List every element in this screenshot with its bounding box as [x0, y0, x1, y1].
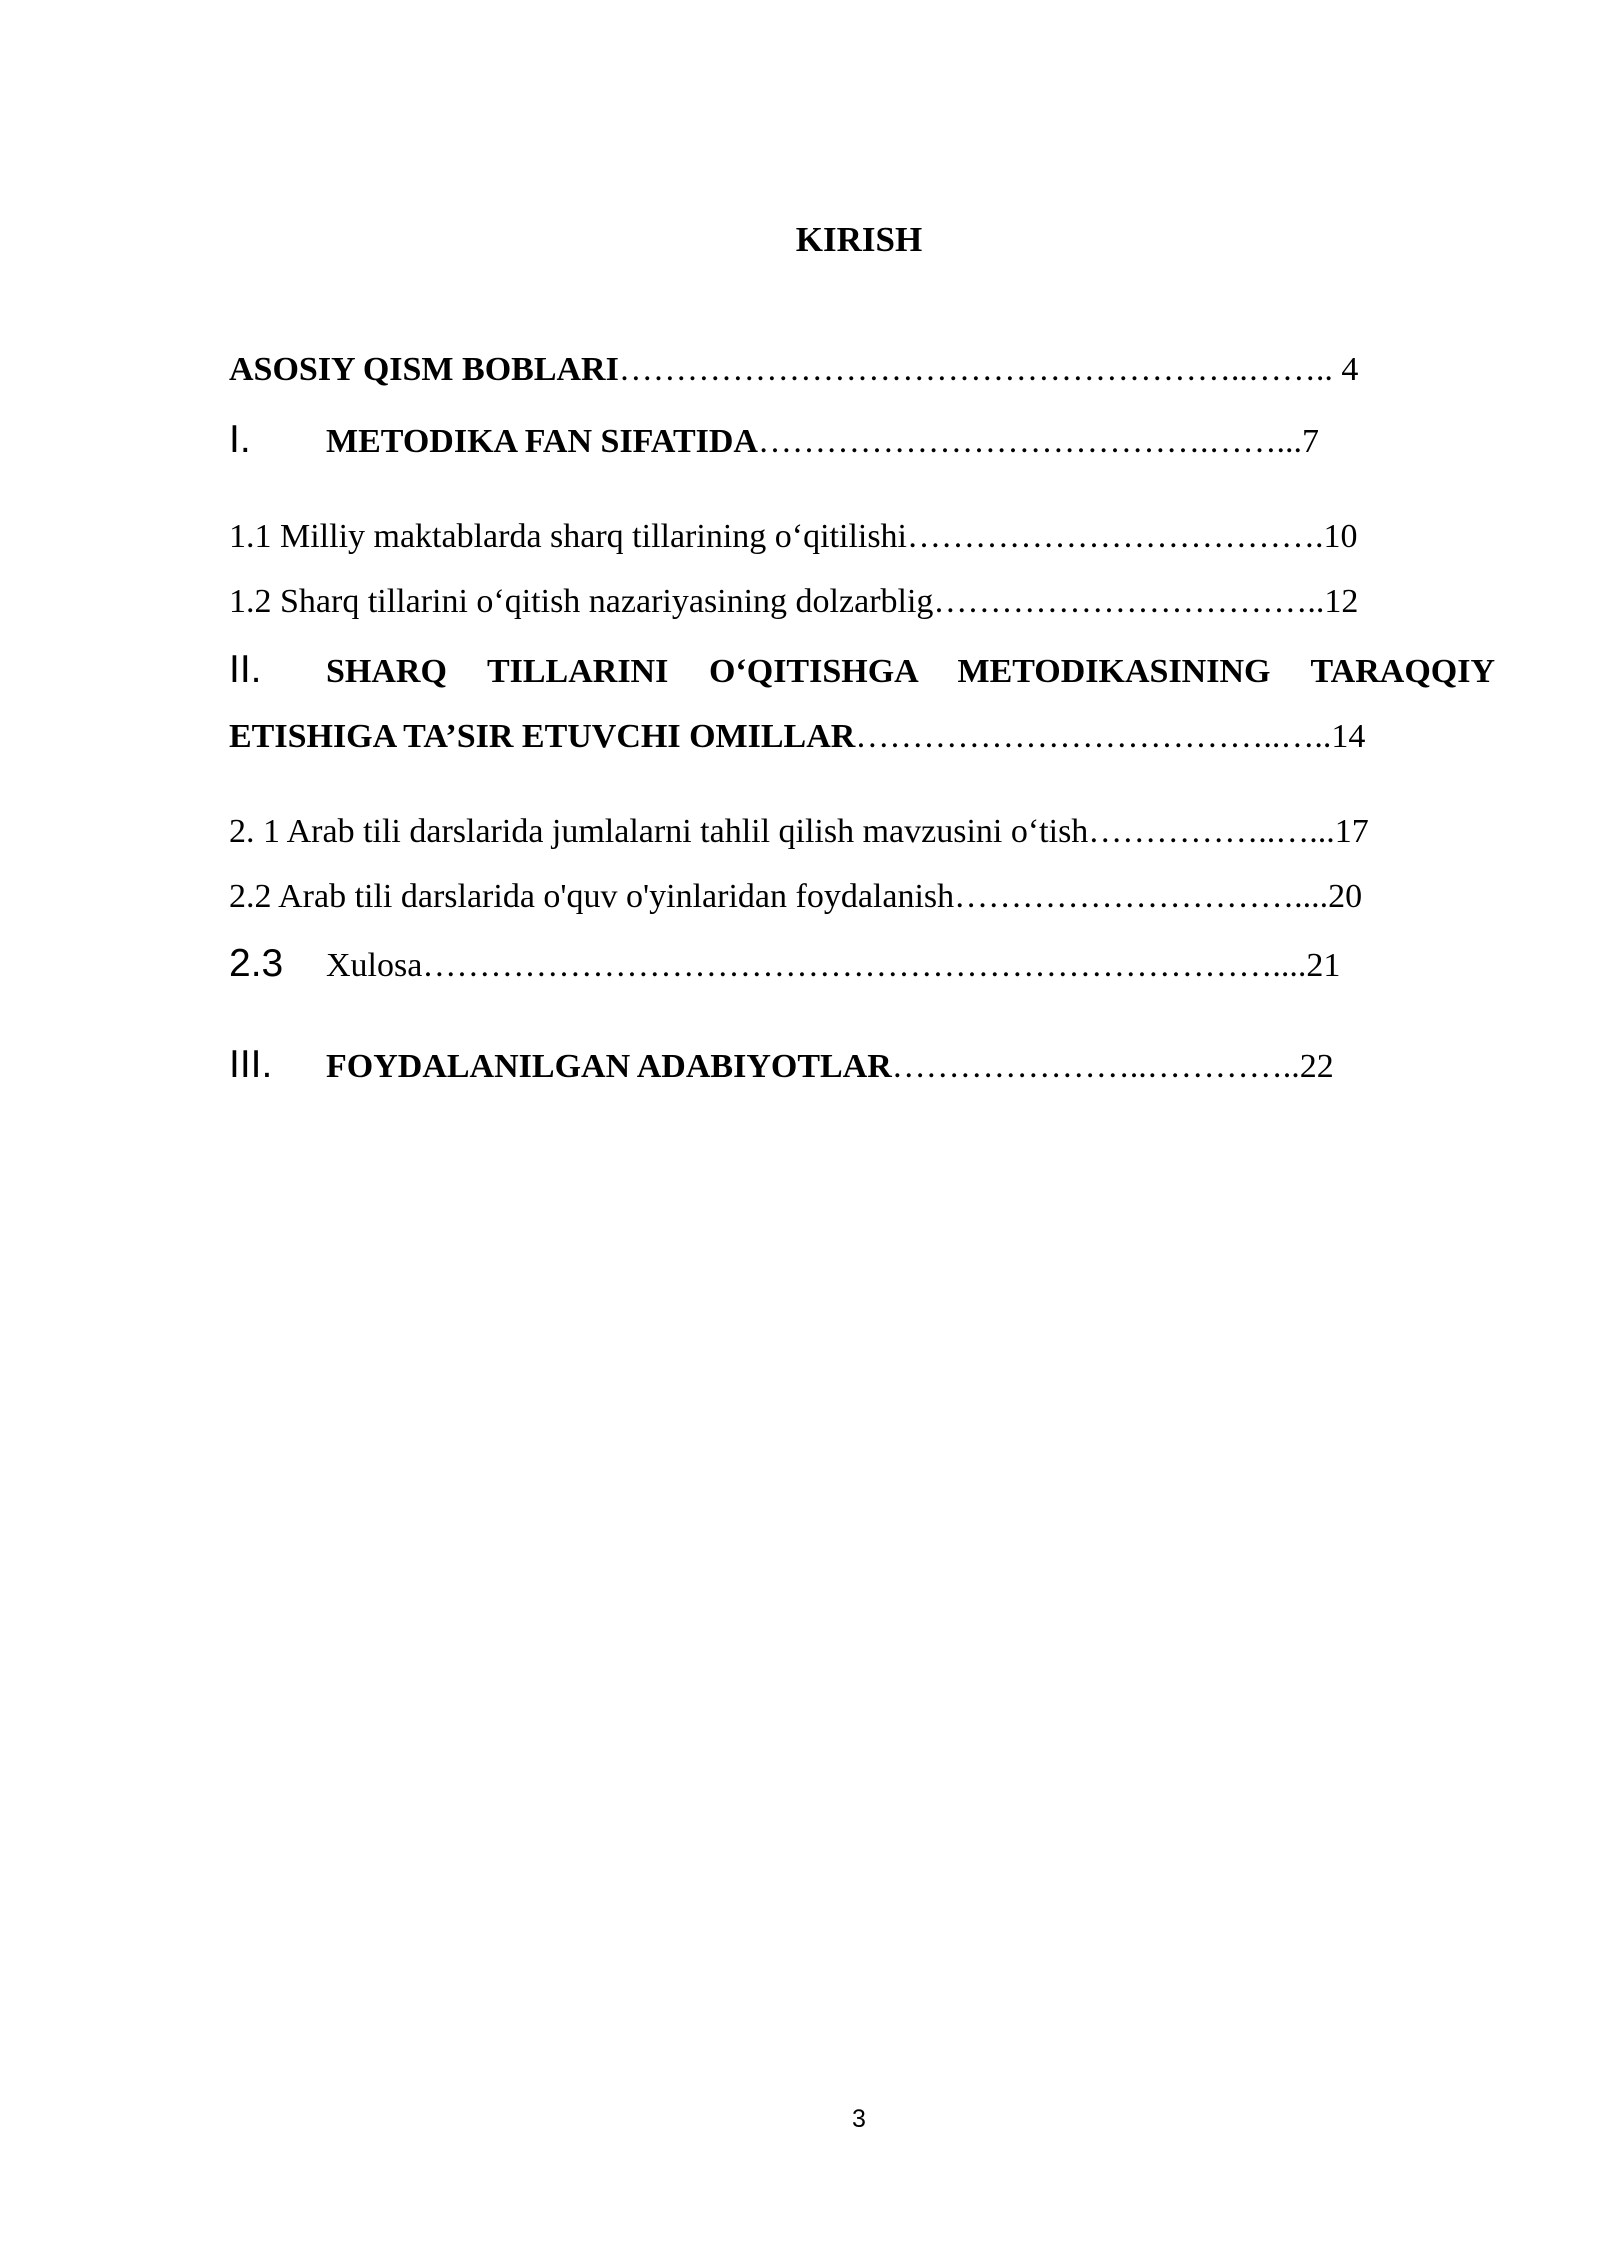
chapter-1-title: METODIKA FAN SIFATIDA: [326, 423, 758, 460]
toc-leader-chapter-1: ………………………………….……...7: [757, 423, 1319, 460]
section-1-1-title: 1.1 Milliy maktablarda sharq tillarining o‘qitilishi: [229, 518, 908, 555]
toc-entry-chapter-3[interactable]: [229, 1043, 1495, 1089]
section-2-3-numeral: 2.3: [229, 942, 284, 985]
chapter-1-numeral: I.: [229, 418, 251, 461]
chapter-2-numeral: II.: [229, 648, 262, 691]
toc-entry-section-1-1[interactable]: [229, 515, 1495, 559]
chapter-3-title: FOYDALANILGAN ADABIYOTLAR: [326, 1048, 892, 1085]
toc-entry-section-2-3[interactable]: [229, 942, 1495, 988]
toc-leader-asosiy: ………………………………………………..…….. 4: [618, 351, 1359, 388]
section-2-3-title: Xulosa: [326, 947, 423, 984]
toc-entry-section-2-2[interactable]: [229, 875, 1495, 919]
toc-entry-section-2-1[interactable]: [229, 810, 1495, 854]
toc-entry-asosiy-label: ASOSIY QISM BOBLARI: [229, 351, 619, 388]
toc-entry-chapter-2-line-2[interactable]: [229, 715, 1495, 759]
toc-leader-section-2-3: …………………………………………………………………....21: [422, 947, 1341, 984]
toc-leader-section-1-1: ……………………………….10: [907, 518, 1358, 555]
toc-entry-chapter-1[interactable]: [229, 418, 1495, 464]
toc-leader-section-1-2: ……………………………..12: [933, 583, 1359, 620]
toc-entry-section-1-2[interactable]: [229, 580, 1495, 624]
page-title: KIRISH: [795, 220, 923, 259]
chapter-2-title-line-1: SHARQ TILLARINI O‘QITISHGA METODIKASINING TARAQQIY: [326, 653, 1495, 690]
toc-entry-chapter-2-line-1[interactable]: [229, 648, 1495, 694]
chapter-2-title-line-2: ETISHIGA TA’SIR ETUVCHI OMILLAR: [229, 718, 856, 755]
toc-leader-chapter-3: …………………..…………..22: [891, 1048, 1334, 1085]
toc-entry-asosiy[interactable]: [229, 348, 1495, 392]
section-2-2-title: 2.2 Arab tili darslarida o'quv o'yinlaridan foydalanish: [229, 878, 955, 915]
toc-leader-chapter-2: ………………………………..…..14: [855, 718, 1366, 755]
section-2-1-title: 2. 1 Arab tili darslarida jumlalarni tahlil qilish mavzusini o‘tish: [229, 813, 1089, 850]
chapter-3-numeral: III.: [229, 1043, 273, 1086]
toc-leader-section-2-2: …………………………....20: [954, 878, 1363, 915]
toc-leader-section-2-1: ……………..…...17: [1088, 813, 1369, 850]
page-number: 3: [852, 2105, 866, 2133]
section-1-2-title: 1.2 Sharq tillarini o‘qitish nazariyasining dolzarblig: [229, 583, 934, 620]
